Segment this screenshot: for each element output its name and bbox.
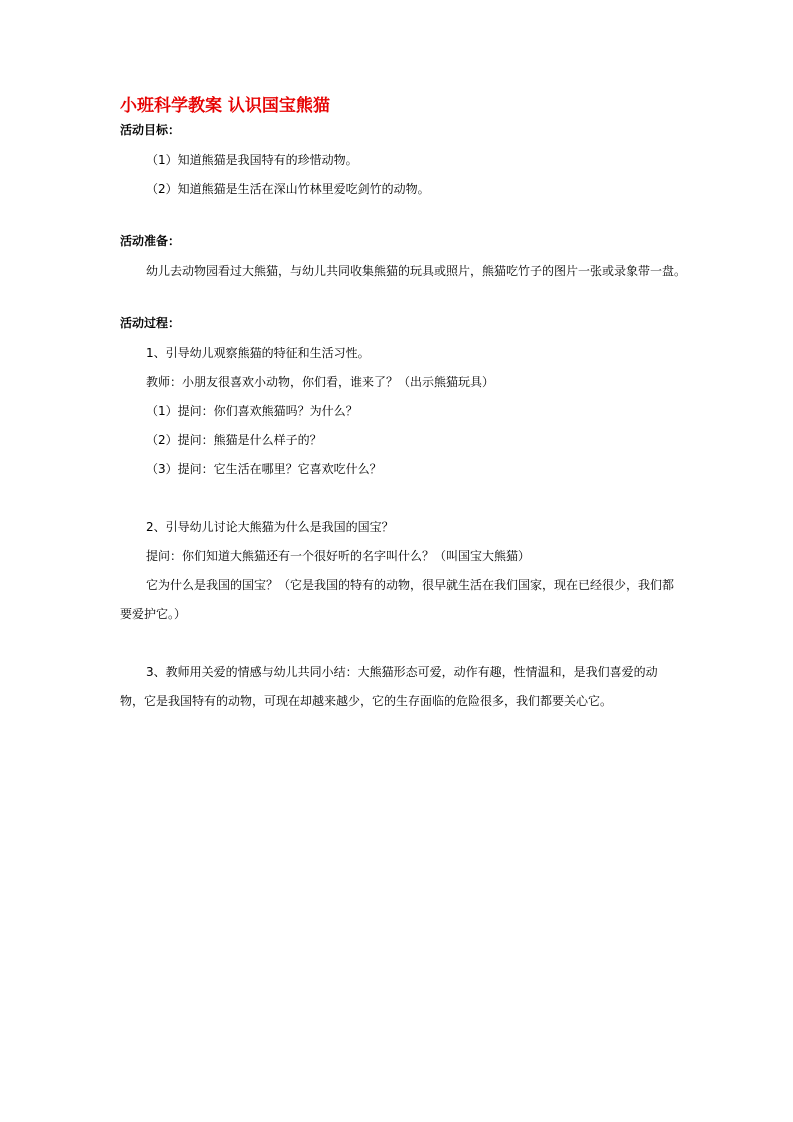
step2-question: 提问：你们知道大熊猫还有一个很好听的名字叫什么？（叫国宝大熊猫） xyxy=(146,549,531,563)
section-heading-process: 活动过程： xyxy=(120,316,181,330)
step2-title: 2、引导幼儿讨论大熊猫为什么是我国的国宝？ xyxy=(146,520,394,534)
step1-question: （1）提问：你们喜欢熊猫吗？为什么？ xyxy=(146,404,358,418)
step3-summary: 3、教师用关爱的情感与幼儿共同小结：大熊猫形态可爱，动作有趣，性情温和，是我们喜爱的动物，它是我国特有的动物，可现在却越来越少，它的生存面临的危险很多，我们都要关心它。 xyxy=(120,665,658,708)
document-body xyxy=(120,94,687,716)
spacer xyxy=(120,629,680,658)
spacer xyxy=(120,286,680,315)
document-title: 小班科学教案 认识国宝熊猫 xyxy=(120,96,330,116)
step2-explanation: 它为什么是我国的国宝？（它是我国的特有的动物，很早就生活在我们国家，现在已经很少，我们都要爱护它。） xyxy=(120,578,675,621)
step1-title: 1、引导幼儿观察熊猫的特征和生活习性。 xyxy=(146,346,370,360)
preparation-text: 幼儿去动物园看过大熊猫，与幼儿共同收集熊猫的玩具或照片，熊猫吃竹子的图片一张或录象带一盘。 xyxy=(146,264,687,278)
section-heading-goals: 活动目标： xyxy=(120,123,181,137)
spacer xyxy=(120,484,680,513)
step1-teacher-line: 教师：小朋友很喜欢小动物，你们看，谁来了？（出示熊猫玩具） xyxy=(146,375,495,389)
step1-question: （3）提问：它生活在哪里？它喜欢吃什么？ xyxy=(146,462,382,476)
goal-item: （2）知道熊猫是生活在深山竹林里爱吃剑竹的动物。 xyxy=(146,182,430,196)
section-heading-preparation: 活动准备： xyxy=(120,234,181,248)
step1-question: （2）提问：熊猫是什么样子的？ xyxy=(146,433,322,447)
spacer xyxy=(120,204,680,233)
goal-item: （1）知道熊猫是我国特有的珍惜动物。 xyxy=(146,153,358,167)
